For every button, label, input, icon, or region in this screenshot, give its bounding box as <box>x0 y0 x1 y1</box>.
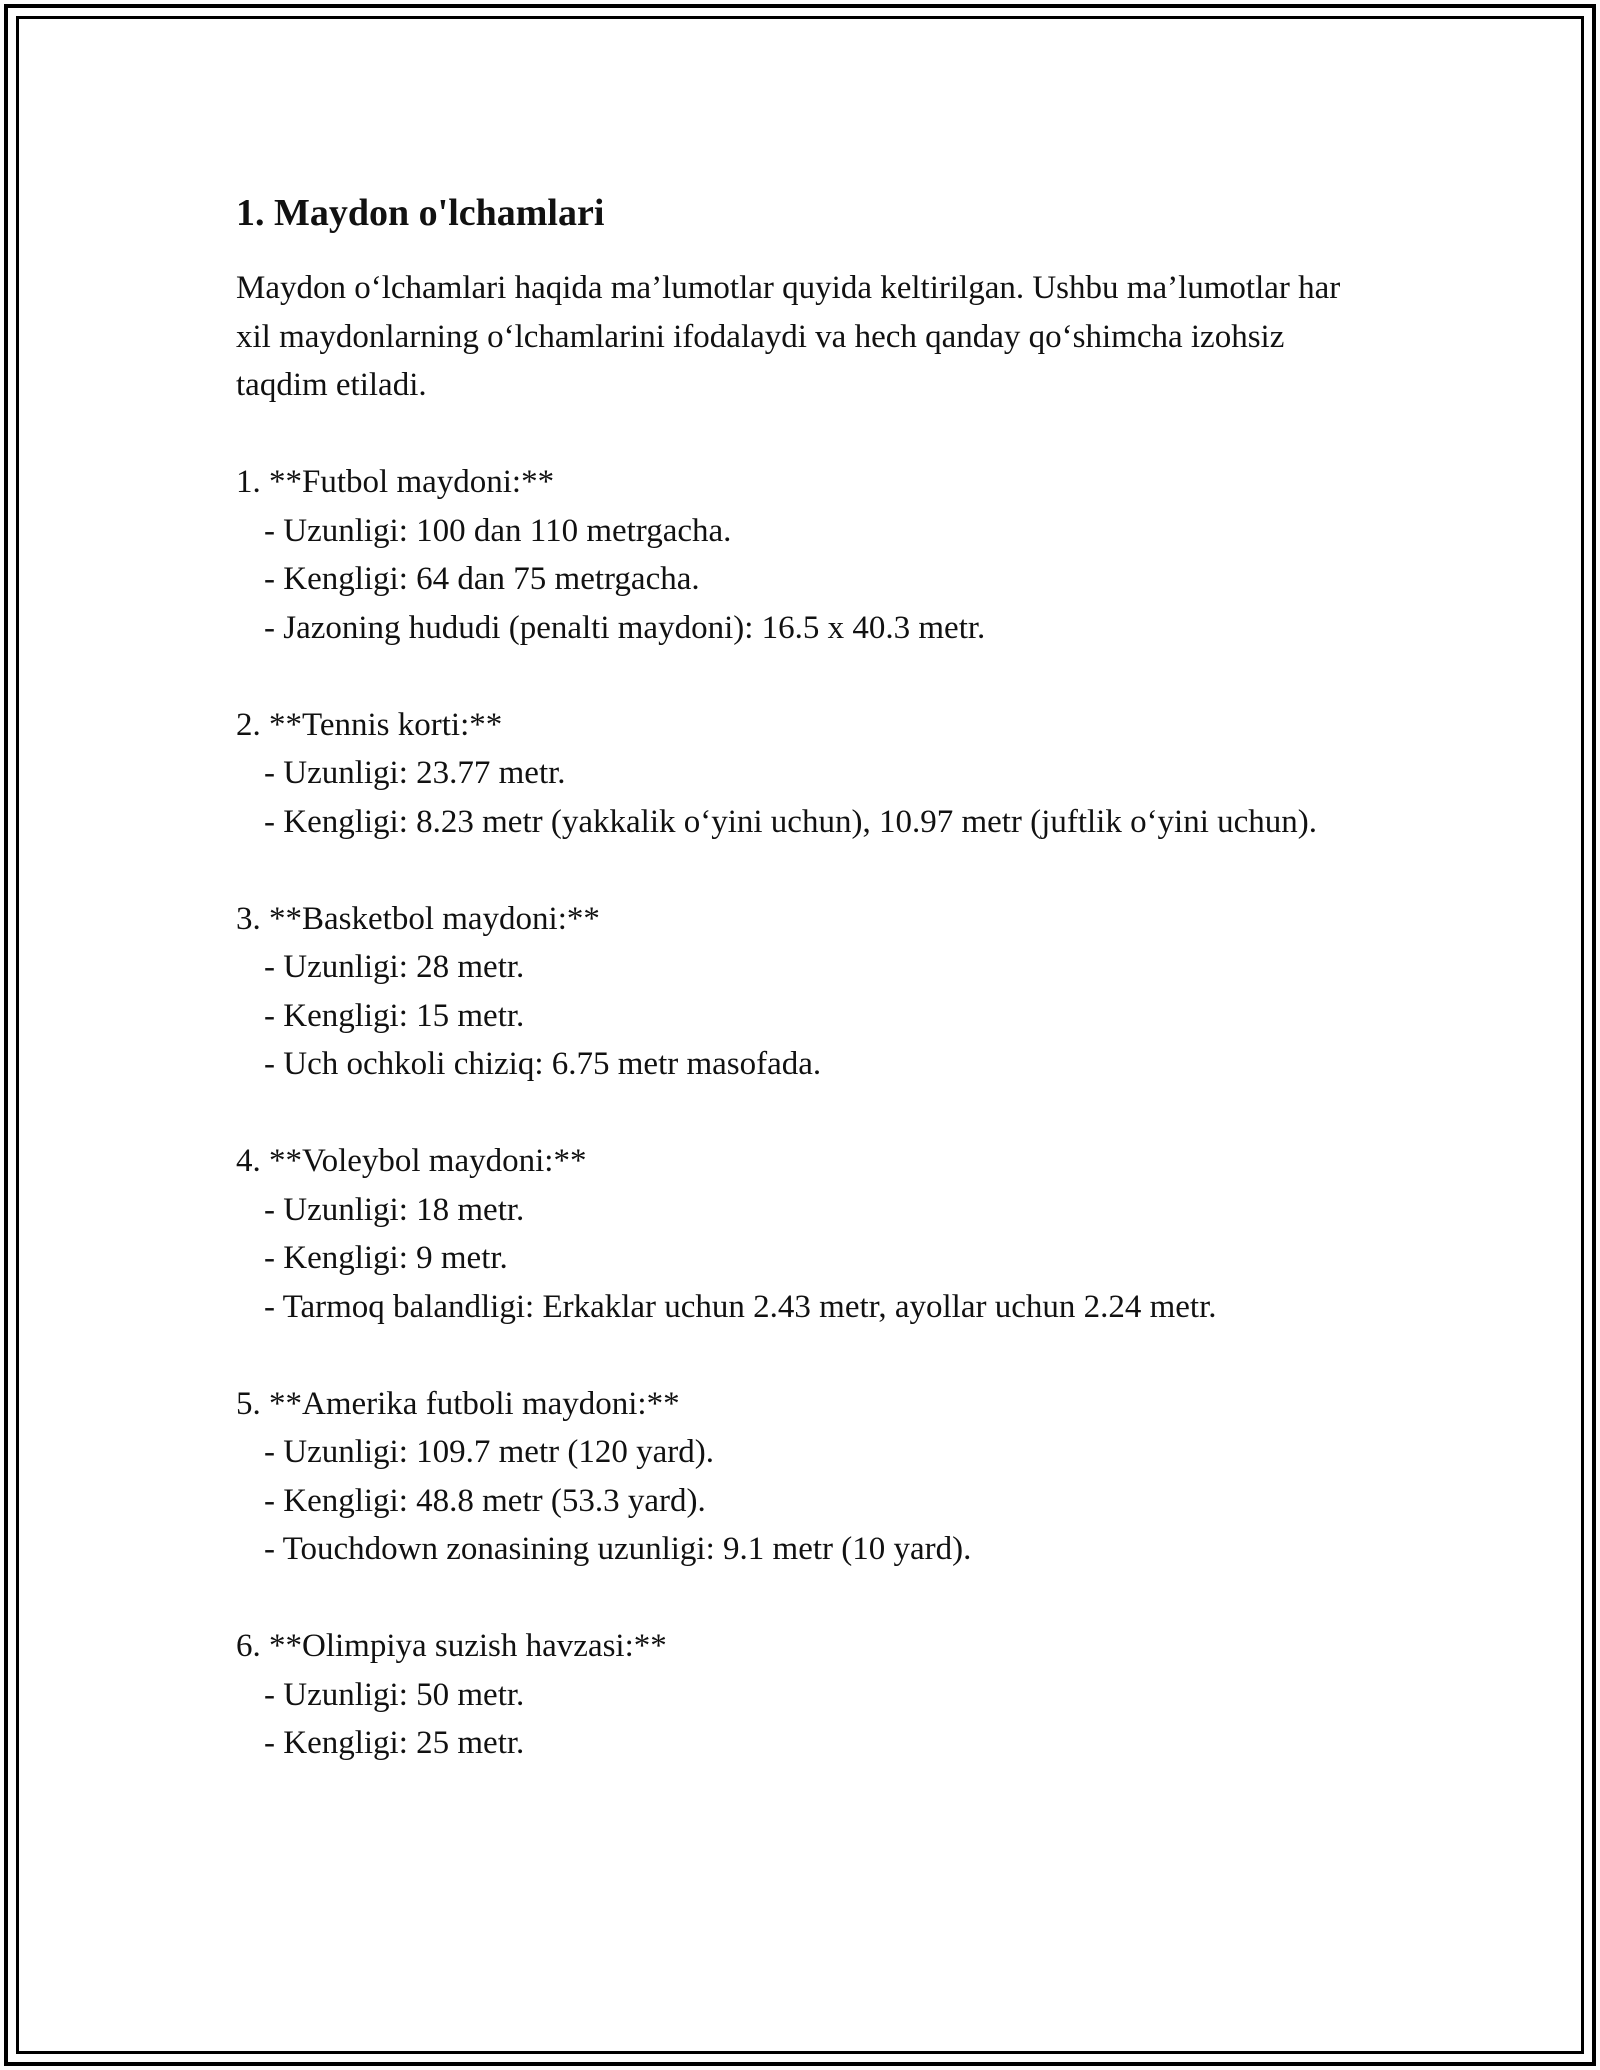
section-line: - Uzunligi: 23.77 metr. <box>264 755 566 791</box>
section-heading: 3. **Basketbol maydoni:** <box>236 900 600 937</box>
section-line: - Kengligi: 25 metr. <box>264 1725 525 1761</box>
section-basketbol <box>236 895 1366 1089</box>
section-tennis <box>236 701 1366 847</box>
section-line: - Uch ochkoli chiziq: 6.75 metr masofada. <box>264 1046 822 1082</box>
section-line: - Kengligi: 64 dan 75 metrgacha. <box>264 561 700 597</box>
section-voleybol <box>236 1137 1366 1331</box>
section-line: - Kengligi: 8.23 metr (yakkalik o‘yini uchun), 10.97 metr (juftlik o‘yini uchun). <box>264 803 1318 840</box>
section-line: - Kengligi: 48.8 metr (53.3 yard). <box>264 1482 706 1519</box>
section-line: - Uzunligi: 100 dan 110 metrgacha. <box>264 512 732 549</box>
section-heading: 5. **Amerika futboli maydoni:** <box>236 1385 680 1422</box>
section-heading: 2. **Tennis korti:** <box>236 706 503 743</box>
section-heading: 1. **Futbol maydoni:** <box>236 464 555 500</box>
section-line: - Uzunligi: 50 metr. <box>264 1676 525 1713</box>
section-line: - Kengligi: 9 metr. <box>264 1240 508 1276</box>
intro-paragraph: Maydon o‘lchamlari haqida ma’lumotlar quyida keltirilgan. Ushbu ma’lumotlar har xil maydonlarning o‘lchamlarini ifodalaydi va hech qanday qo‘shimcha izohsiz taqdim etiladi. <box>236 270 1341 403</box>
page-content <box>236 186 1366 1768</box>
section-suzish-havzasi <box>236 1622 1366 1768</box>
page-title: 1. Maydon o'lchamlari <box>236 192 605 234</box>
section-line: - Jazoning hududi (penalti maydoni): 16.5 x 40.3 metr. <box>264 609 986 646</box>
section-line: - Uzunligi: 109.7 metr (120 yard). <box>264 1434 714 1470</box>
section-line: - Kengligi: 15 metr. <box>264 997 525 1034</box>
section-line: - Uzunligi: 18 metr. <box>264 1191 525 1228</box>
section-line: - Uzunligi: 28 metr. <box>264 949 525 985</box>
section-amerika-futboli <box>236 1380 1366 1574</box>
section-futbol <box>236 458 1366 652</box>
section-heading: 6. **Olimpiya suzish havzasi:** <box>236 1628 667 1664</box>
section-heading: 4. **Voleybol maydoni:** <box>236 1143 587 1179</box>
section-line: - Tarmoq balandligi: Erkaklar uchun 2.43 metr, ayollar uchun 2.24 metr. <box>264 1288 1217 1325</box>
section-line: - Touchdown zonasining uzunligi: 9.1 metr (10 yard). <box>264 1531 972 1567</box>
